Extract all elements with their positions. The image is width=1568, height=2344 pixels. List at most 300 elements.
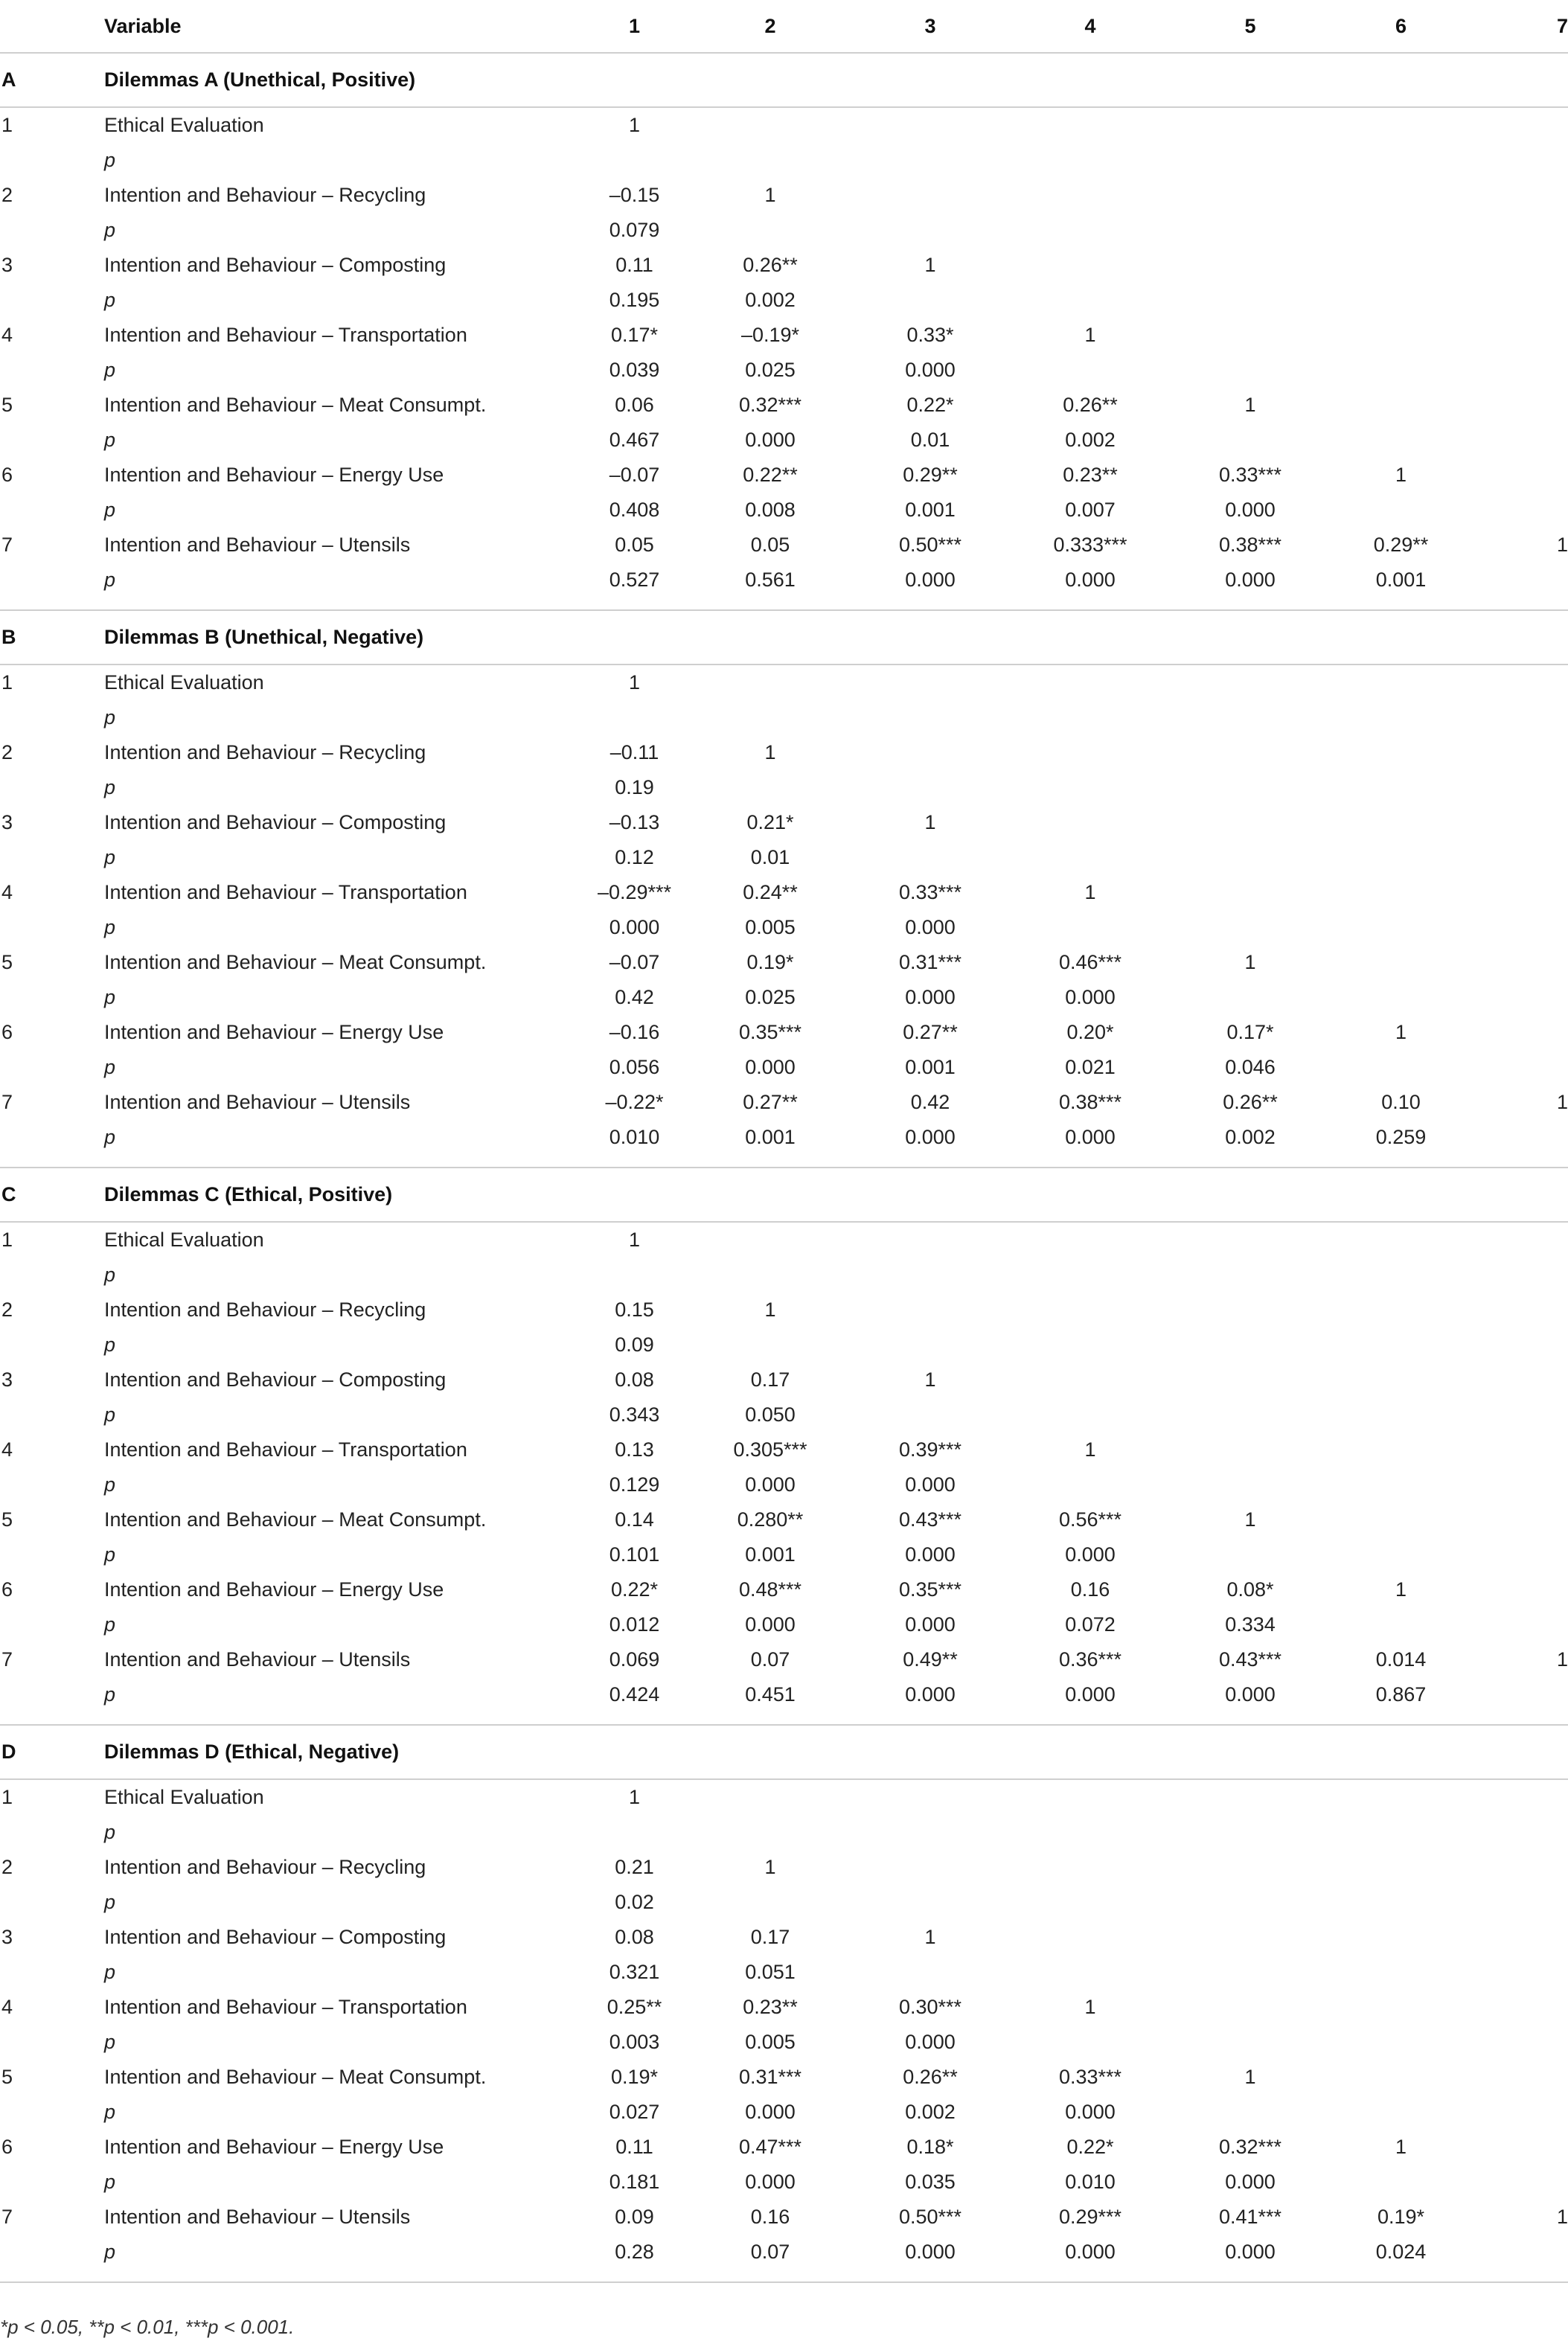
p-label-text: p xyxy=(104,2241,116,2263)
section-title: Dilemmas D (Ethical, Negative) xyxy=(104,1725,1568,1779)
p-label-text: p xyxy=(104,776,116,798)
p-value-row xyxy=(0,353,1568,388)
section-header-row xyxy=(0,610,1568,665)
correlation-cell xyxy=(1008,1920,1172,1955)
header-col-7: 7 xyxy=(1473,0,1568,53)
p-value-cell xyxy=(1328,910,1473,945)
p-value-cell xyxy=(852,423,1008,458)
row-number: 2 xyxy=(1,1299,13,1321)
p-value: 0.561 xyxy=(745,569,796,591)
correlation-cell xyxy=(1008,1779,1172,1815)
p-value-cell xyxy=(688,283,852,318)
p-value: 0.000 xyxy=(745,2101,796,2123)
correlation-cell: 0.43*** xyxy=(1218,1648,1282,1671)
table-row xyxy=(0,1085,1568,1120)
row-number: 5 xyxy=(1,951,13,973)
p-value-cell xyxy=(1172,353,1328,388)
row-label: Ethical Evaluation xyxy=(104,114,264,136)
correlation-cell xyxy=(1008,178,1172,213)
correlation-cell: 0.27** xyxy=(743,1091,798,1113)
p-row-index xyxy=(0,563,104,610)
p-value-cell xyxy=(1172,1815,1328,1850)
correlation-cell xyxy=(1172,735,1328,770)
p-value: 0.000 xyxy=(905,1126,956,1148)
correlation-cell xyxy=(1328,1779,1473,1815)
p-value: 0.003 xyxy=(609,2031,660,2053)
p-value: 0.035 xyxy=(905,2171,956,2193)
p-value-cell xyxy=(1172,1258,1328,1293)
p-value-row xyxy=(0,910,1568,945)
p-value: 0.024 xyxy=(1375,2241,1427,2263)
row-number: 7 xyxy=(1,1091,13,1113)
row-number: 3 xyxy=(1,1926,13,1948)
p-value-cell xyxy=(1473,770,1568,805)
p-value-cell xyxy=(1172,1955,1328,1990)
p-row-index xyxy=(0,980,104,1015)
p-value-row xyxy=(0,1537,1568,1572)
header-col-2: 2 xyxy=(688,0,852,53)
section-letter: B xyxy=(0,610,104,665)
correlation-cell: 0.29** xyxy=(903,464,958,486)
p-row-index xyxy=(0,1607,104,1642)
p-value-cell xyxy=(1328,2095,1473,2130)
p-label-text: p xyxy=(104,1891,116,1913)
table-row xyxy=(0,1293,1568,1328)
p-value-cell xyxy=(688,980,852,1015)
correlation-cell xyxy=(1008,1850,1172,1885)
p-value: 0.000 xyxy=(905,359,956,381)
p-value-cell xyxy=(1473,840,1568,875)
correlation-cell: 0.08 xyxy=(615,1926,654,1948)
p-value-cell xyxy=(688,1885,852,1920)
p-value-row xyxy=(0,1815,1568,1850)
p-value: 0.527 xyxy=(609,569,660,591)
p-value-row xyxy=(0,2235,1568,2282)
correlation-cell: 0.47*** xyxy=(738,2136,802,2158)
p-value-cell xyxy=(1328,493,1473,528)
p-value: 0.002 xyxy=(745,289,796,311)
p-value: 0.005 xyxy=(745,916,796,938)
row-label: Intention and Behaviour – Composting xyxy=(104,1926,447,1948)
p-value-cell xyxy=(1008,1537,1172,1572)
p-value-cell xyxy=(1172,2165,1328,2200)
p-value-cell xyxy=(1172,143,1328,178)
correlation-cell xyxy=(1328,665,1473,700)
p-value-cell xyxy=(1473,493,1568,528)
p-value: 0.000 xyxy=(1225,499,1276,521)
correlation-cell xyxy=(852,1850,1008,1885)
p-value-cell xyxy=(580,1955,688,1990)
p-row-index xyxy=(0,700,104,735)
header-col-1: 1 xyxy=(580,0,688,53)
p-label xyxy=(104,1815,580,1850)
p-label xyxy=(104,2025,580,2060)
correlation-cell xyxy=(1172,107,1328,143)
p-value-cell xyxy=(1172,840,1328,875)
p-value-cell xyxy=(1008,2095,1172,2130)
correlation-cell xyxy=(1473,458,1568,493)
p-value-cell xyxy=(580,980,688,1015)
p-label-text: p xyxy=(104,1543,116,1566)
p-value-cell xyxy=(688,2025,852,2060)
p-value: 0.005 xyxy=(745,2031,796,2053)
table-row xyxy=(0,875,1568,910)
p-value-cell xyxy=(1008,493,1172,528)
header-col-3: 3 xyxy=(852,0,1008,53)
correlation-cell: –0.13 xyxy=(609,811,660,833)
row-label: Intention and Behaviour – Meat Consumpt. xyxy=(104,2066,487,2088)
p-label xyxy=(104,2165,580,2200)
p-label-text: p xyxy=(104,1264,116,1286)
correlation-cell xyxy=(1473,1432,1568,1467)
p-row-index xyxy=(0,910,104,945)
correlation-cell: 0.14 xyxy=(615,1508,654,1531)
p-value: 0.000 xyxy=(905,1543,956,1566)
p-value-row xyxy=(0,283,1568,318)
correlation-cell: 0.19* xyxy=(610,2066,659,2088)
p-value-cell xyxy=(1172,2095,1328,2130)
p-value-cell xyxy=(852,2235,1008,2282)
section-title: Dilemmas B (Unethical, Negative) xyxy=(104,610,1568,665)
correlation-cell xyxy=(1328,1432,1473,1467)
correlation-cell xyxy=(1328,945,1473,980)
p-value-cell xyxy=(688,1815,852,1850)
p-value: 0.101 xyxy=(609,1543,660,1566)
p-value-row xyxy=(0,423,1568,458)
p-value-cell xyxy=(1328,770,1473,805)
p-value-cell xyxy=(688,353,852,388)
p-label xyxy=(104,1677,580,1725)
p-value-cell xyxy=(688,1677,852,1725)
p-value-cell xyxy=(1473,1258,1568,1293)
p-value-row xyxy=(0,1328,1568,1362)
p-value-cell xyxy=(852,353,1008,388)
p-value: 0.001 xyxy=(905,499,956,521)
row-label: Intention and Behaviour – Transportation xyxy=(104,324,467,346)
correlation-cell: 0.41*** xyxy=(1218,2206,1282,2228)
p-value: 0.000 xyxy=(745,2171,796,2193)
correlation-cell: –0.07 xyxy=(609,464,660,486)
correlation-cell: 1 xyxy=(1556,1091,1568,1113)
p-value-cell xyxy=(688,700,852,735)
p-value: 0.021 xyxy=(1065,1056,1116,1078)
p-value-cell xyxy=(1008,353,1172,388)
p-value-cell xyxy=(1008,910,1172,945)
correlation-cell: 0.22* xyxy=(610,1578,659,1601)
p-value: 0.181 xyxy=(609,2171,660,2193)
p-label-text: p xyxy=(104,569,116,591)
p-value-cell xyxy=(852,1885,1008,1920)
p-label-text: p xyxy=(104,1821,116,1843)
correlation-cell: 1 xyxy=(924,1368,936,1391)
p-value-cell xyxy=(1328,2025,1473,2060)
p-label-text: p xyxy=(104,1056,116,1078)
p-value-cell xyxy=(1172,1328,1328,1362)
p-value-cell xyxy=(580,1885,688,1920)
p-value-row xyxy=(0,1120,1568,1168)
correlation-cell: 1 xyxy=(1395,1578,1407,1601)
correlation-cell xyxy=(1172,1222,1328,1258)
row-number: 7 xyxy=(1,1648,13,1671)
p-value: 0.000 xyxy=(745,1473,796,1496)
header-col-5: 5 xyxy=(1172,0,1328,53)
p-value-cell xyxy=(580,1537,688,1572)
correlation-cell xyxy=(1473,1362,1568,1397)
p-value: 0.000 xyxy=(905,2031,956,2053)
correlation-cell: 0.069 xyxy=(609,1648,660,1671)
correlation-cell: 0.38*** xyxy=(1218,534,1282,556)
p-value: 0.025 xyxy=(745,986,796,1008)
p-value-cell xyxy=(1328,563,1473,610)
correlation-cell: –0.11 xyxy=(609,741,659,763)
p-value: 0.000 xyxy=(1065,569,1116,591)
p-value-cell xyxy=(580,493,688,528)
p-row-index xyxy=(0,770,104,805)
p-row-index xyxy=(0,1815,104,1850)
row-number: 1 xyxy=(1,1229,13,1251)
correlation-cell xyxy=(1328,735,1473,770)
p-value: 0.129 xyxy=(609,1473,660,1496)
p-value: 0.007 xyxy=(1065,499,1116,521)
row-label: Intention and Behaviour – Energy Use xyxy=(104,464,444,486)
p-value: 0.000 xyxy=(1065,2101,1116,2123)
p-value-row xyxy=(0,1885,1568,1920)
correlation-cell xyxy=(1172,1920,1328,1955)
p-value-cell xyxy=(1473,423,1568,458)
p-value-cell xyxy=(1328,1120,1473,1168)
correlation-cell: 0.24** xyxy=(743,881,798,903)
p-value-cell xyxy=(1473,1397,1568,1432)
row-number: 4 xyxy=(1,1438,13,1461)
p-value-cell xyxy=(852,1815,1008,1850)
table-row xyxy=(0,1850,1568,1885)
section-header-row xyxy=(0,1168,1568,1222)
p-value-cell xyxy=(580,2025,688,2060)
p-value-cell xyxy=(1008,1815,1172,1850)
correlation-cell: 0.333*** xyxy=(1053,534,1127,556)
p-value-cell xyxy=(580,910,688,945)
correlation-cell: 1 xyxy=(1395,1021,1407,1043)
p-value: 0.051 xyxy=(745,1961,796,1983)
p-value-cell xyxy=(852,1537,1008,1572)
p-value: 0.000 xyxy=(905,1613,956,1636)
p-value-row xyxy=(0,1677,1568,1725)
correlation-cell: 0.50*** xyxy=(898,2206,962,2228)
row-label: Intention and Behaviour – Utensils xyxy=(104,1648,411,1671)
correlation-cell: 0.25** xyxy=(607,1996,662,2018)
correlation-cell: 0.16 xyxy=(1070,1578,1110,1601)
p-value-row xyxy=(0,980,1568,1015)
correlation-cell: 0.26** xyxy=(743,254,798,276)
p-row-index xyxy=(0,1467,104,1502)
p-value-cell xyxy=(580,2235,688,2282)
correlation-cell xyxy=(1328,107,1473,143)
table-row xyxy=(0,1920,1568,1955)
p-value-cell xyxy=(688,2095,852,2130)
correlation-cell: 1 xyxy=(1084,324,1096,346)
p-value-cell xyxy=(1172,2235,1328,2282)
table-row xyxy=(0,1779,1568,1815)
correlation-cell xyxy=(1328,2060,1473,2095)
correlation-cell: 0.26** xyxy=(903,2066,958,2088)
correlation-cell xyxy=(1008,665,1172,700)
correlation-cell xyxy=(1473,1920,1568,1955)
correlation-cell xyxy=(1328,1293,1473,1328)
p-value-cell xyxy=(1008,143,1172,178)
correlation-cell: 0.08* xyxy=(1226,1578,1274,1601)
p-value-cell xyxy=(580,423,688,458)
correlation-cell xyxy=(1473,1293,1568,1328)
correlation-cell: 0.31*** xyxy=(738,2066,802,2088)
p-value-cell xyxy=(1008,770,1172,805)
p-value: 0.000 xyxy=(905,1683,956,1706)
section-title: Dilemmas A (Unethical, Positive) xyxy=(104,53,1568,107)
correlation-cell: 0.13 xyxy=(615,1438,654,1461)
correlation-cell: 0.38*** xyxy=(1058,1091,1122,1113)
p-row-index xyxy=(0,1955,104,1990)
p-value: 0.072 xyxy=(1065,1613,1116,1636)
p-value-row xyxy=(0,840,1568,875)
correlation-cell xyxy=(852,1779,1008,1815)
correlation-cell xyxy=(1473,875,1568,910)
row-number: 4 xyxy=(1,324,13,346)
correlation-cell xyxy=(1473,1850,1568,1885)
correlation-cell: 1 xyxy=(924,811,936,833)
p-value-cell xyxy=(852,1677,1008,1725)
correlation-cell xyxy=(1328,178,1473,213)
p-value-cell xyxy=(1473,2095,1568,2130)
correlation-cell xyxy=(1328,875,1473,910)
p-value-cell xyxy=(1328,1607,1473,1642)
table-row xyxy=(0,805,1568,840)
row-label: Intention and Behaviour – Recycling xyxy=(104,184,426,206)
p-value-cell xyxy=(1008,213,1172,248)
p-row-index xyxy=(0,1885,104,1920)
p-label-text: p xyxy=(104,846,116,868)
p-value: 0.000 xyxy=(1225,2171,1276,2193)
correlation-cell: 0.43*** xyxy=(898,1508,962,1531)
correlation-cell xyxy=(852,178,1008,213)
row-label: Intention and Behaviour – Energy Use xyxy=(104,1578,444,1601)
p-value-row xyxy=(0,700,1568,735)
p-value: 0.02 xyxy=(615,1891,654,1913)
p-value: 0.09 xyxy=(615,1333,654,1356)
p-value: 0.046 xyxy=(1225,1056,1276,1078)
p-value: 0.000 xyxy=(1065,1543,1116,1566)
correlation-cell xyxy=(1172,1293,1328,1328)
row-number: 6 xyxy=(1,464,13,486)
p-value-row xyxy=(0,1607,1568,1642)
correlation-cell xyxy=(688,1779,852,1815)
p-value: 0.451 xyxy=(745,1683,796,1706)
p-row-index xyxy=(0,1328,104,1362)
p-row-index xyxy=(0,283,104,318)
correlation-cell: 0.19* xyxy=(1377,2206,1425,2228)
correlation-cell xyxy=(1172,318,1328,353)
correlation-cell: 0.11 xyxy=(615,254,653,276)
row-number: 7 xyxy=(1,2206,13,2228)
p-label-text: p xyxy=(104,1961,116,1983)
row-label: Intention and Behaviour – Composting xyxy=(104,1368,447,1391)
p-value-cell xyxy=(852,1467,1008,1502)
correlation-cell: 0.33* xyxy=(906,324,954,346)
correlation-cell: 0.19* xyxy=(746,951,794,973)
correlation-cell: 0.17* xyxy=(610,324,659,346)
correlation-cell: 0.17* xyxy=(1226,1021,1274,1043)
p-value-cell xyxy=(688,1607,852,1642)
correlation-cell xyxy=(1328,1850,1473,1885)
correlation-cell: 0.014 xyxy=(1375,1648,1427,1671)
p-value-cell xyxy=(1008,1050,1172,1085)
p-value-cell xyxy=(1473,1885,1568,1920)
p-value: 0.259 xyxy=(1375,1126,1427,1148)
p-value-cell xyxy=(1172,1607,1328,1642)
correlation-cell: 0.50*** xyxy=(898,534,962,556)
p-value-cell xyxy=(1328,213,1473,248)
correlation-cell: 0.26** xyxy=(1063,394,1118,416)
p-value-cell xyxy=(1172,1885,1328,1920)
p-value-cell xyxy=(1328,1258,1473,1293)
correlation-cell: 1 xyxy=(1556,1648,1568,1671)
p-value-cell xyxy=(1328,1885,1473,1920)
row-label: Intention and Behaviour – Meat Consumpt. xyxy=(104,1508,487,1531)
p-value-cell xyxy=(852,2165,1008,2200)
correlation-cell xyxy=(1473,735,1568,770)
p-value-cell xyxy=(852,1607,1008,1642)
p-value-row xyxy=(0,2165,1568,2200)
row-label: Intention and Behaviour – Energy Use xyxy=(104,2136,444,2158)
table-row xyxy=(0,1015,1568,1050)
p-label-text: p xyxy=(104,2171,116,2193)
row-label: Intention and Behaviour – Utensils xyxy=(104,1091,411,1113)
correlation-cell xyxy=(1473,1502,1568,1537)
row-number: 6 xyxy=(1,2136,13,2158)
correlation-cell: 0.08 xyxy=(615,1368,654,1391)
correlation-cell: 0.23** xyxy=(1063,464,1118,486)
correlation-cell xyxy=(1172,1362,1328,1397)
p-value-cell xyxy=(1008,1258,1172,1293)
p-value-cell xyxy=(1008,1120,1172,1168)
p-value: 0.039 xyxy=(609,359,660,381)
p-value-cell xyxy=(1328,2235,1473,2282)
p-label xyxy=(104,770,580,805)
p-value-cell xyxy=(1473,563,1568,610)
p-row-index xyxy=(0,2095,104,2130)
p-value-row xyxy=(0,770,1568,805)
p-value-cell xyxy=(688,1050,852,1085)
correlation-cell: 0.31*** xyxy=(898,951,962,973)
correlation-cell: 0.17 xyxy=(750,1926,790,1948)
p-value-cell xyxy=(688,770,852,805)
p-label xyxy=(104,1607,580,1642)
correlation-cell: 0.09 xyxy=(615,2206,654,2228)
correlation-cell: 1 xyxy=(1084,881,1096,903)
p-value-cell xyxy=(1008,2165,1172,2200)
p-value-cell xyxy=(1172,1397,1328,1432)
row-label: Intention and Behaviour – Utensils xyxy=(104,2206,411,2228)
correlation-cell: 0.07 xyxy=(750,1648,790,1671)
p-value-cell xyxy=(688,1467,852,1502)
p-value-cell xyxy=(688,493,852,528)
p-label-text: p xyxy=(104,149,116,171)
p-value-cell xyxy=(1328,1467,1473,1502)
p-value-cell xyxy=(1328,283,1473,318)
p-value-cell xyxy=(688,1397,852,1432)
p-value: 0.321 xyxy=(609,1961,660,1983)
p-value: 0.01 xyxy=(750,846,790,868)
p-row-index xyxy=(0,213,104,248)
p-value-row xyxy=(0,1397,1568,1432)
